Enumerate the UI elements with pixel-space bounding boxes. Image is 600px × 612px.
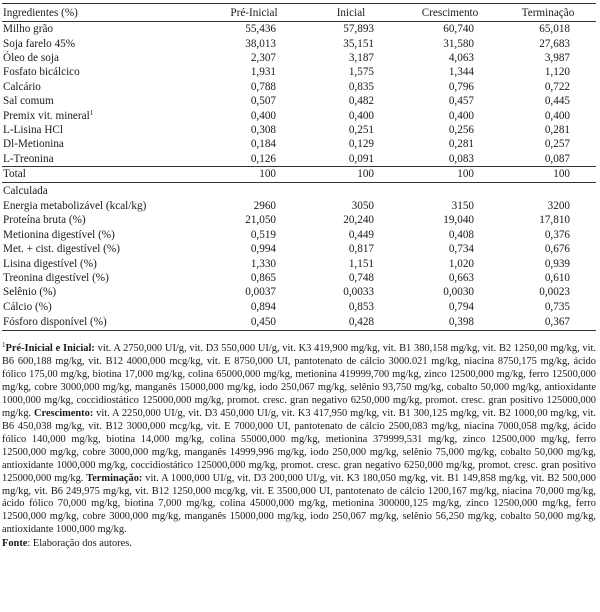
- row-label-text: Soja farelo 45%: [3, 37, 76, 50]
- row-label-text: Selênio (%): [3, 286, 57, 299]
- ingredients-body: [2, 22, 596, 167]
- cell-value: 0,376: [544, 228, 570, 241]
- cell-value: 1,330: [250, 257, 276, 270]
- cell-value: 4,063: [448, 51, 474, 64]
- cell-value: 0,129: [348, 138, 374, 151]
- total-body: [2, 166, 596, 199]
- cell-value: 0,251: [348, 123, 374, 136]
- row-label-text: Sal comum: [3, 95, 54, 108]
- row-label: [2, 65, 206, 79]
- total-row: [2, 166, 596, 182]
- cell-value: 0,256: [448, 123, 474, 136]
- row-label: [2, 108, 206, 122]
- header-ingredients: Ingredientes (%): [3, 6, 78, 19]
- footnote-marker: 1: [2, 341, 6, 350]
- cell-value: 2960: [253, 200, 276, 213]
- cell-value: 0,507: [250, 95, 276, 108]
- cell-value: 0,087: [544, 152, 570, 165]
- diet-composition-table: [2, 3, 596, 331]
- cell-value: 0,796: [448, 80, 474, 93]
- cell-value: 0,281: [448, 138, 474, 151]
- header-pre-inicial: Pré-Inicial: [230, 6, 278, 19]
- cell-value: 0,794: [448, 300, 474, 313]
- cell-value: 19,040: [443, 214, 474, 227]
- row-label: [2, 22, 206, 37]
- cell-value: 0,788: [250, 80, 276, 93]
- total-value: 100: [357, 168, 374, 181]
- table-row: [2, 271, 596, 285]
- cell-value: 0,994: [250, 243, 276, 256]
- crescimento-label: Crescimento:: [34, 407, 94, 419]
- cell-value: 0,610: [544, 272, 570, 285]
- cell-value: 0,408: [448, 228, 474, 241]
- row-label: [2, 80, 206, 94]
- table-row: [2, 152, 596, 167]
- calculated-body: [2, 199, 596, 331]
- crescimento-text: vit. A 2250,000 UI/g, vit. D3 450,000 UI/g, vit. K3 417,950 mg/kg, vit. B1 300,125 mg/kg, vit. B2 1000,00 mg/kg, vit. B6 450,038 mg/kg, vit. B12 3000,000 mcg/kg, vit. E 7000,000 UI, pantotenato de cálcio 2500,083 mg/kg, niacina 7000,058 mg/kg, ácido fólico 140,000 mg/kg, biotina 14,000 mg/kg, colina 55000,000 mg/kg, metionina 379999,531 mg/kg, zinco 12500,000 mg/kg, ferro 12500,000 mg/kg, cobre 3000,000 mg/kg, manganês 14999,996 mg/kg, iodo 250,000 mg/kg, selênio 75,000 mg/kg, cobalto 50,000 mg/kg, antioxidante 1000,000 mg/kg, coccidiostático 125000,000 mg/kg, promot. cresc. gran negativo 6250,000 mg/kg, promot. cresc. gran positivo 125000,000 mg/kg.: [2, 407, 596, 484]
- calculated-label: Calculada: [3, 184, 48, 197]
- cell-value: 0,091: [348, 152, 374, 165]
- row-label: [2, 152, 206, 167]
- cell-value: 0,457: [448, 95, 474, 108]
- row-label: [2, 314, 206, 331]
- table-row: [2, 36, 596, 50]
- row-label: [2, 256, 206, 270]
- cell-value: 3150: [451, 200, 474, 213]
- cell-value: 0,083: [448, 152, 474, 165]
- cell-value: 1,020: [448, 257, 474, 270]
- cell-value: 1,151: [348, 257, 374, 270]
- table-row: [2, 65, 596, 79]
- row-label: [2, 123, 206, 137]
- cell-value: 20,240: [343, 214, 374, 227]
- row-label: [2, 285, 206, 299]
- table-row: [2, 123, 596, 137]
- table-row: [2, 285, 596, 299]
- cell-value: 0,400: [250, 109, 276, 122]
- row-label-text: Fosfato bicálcico: [3, 66, 80, 79]
- cell-value: 0,735: [544, 300, 570, 313]
- cell-value: 0,449: [348, 228, 374, 241]
- cell-value: 0,676: [544, 243, 570, 256]
- table-row: [2, 137, 596, 151]
- row-label-text: Met. + cist. digestível (%): [3, 243, 120, 256]
- row-label: [2, 242, 206, 256]
- table-row: [2, 228, 596, 242]
- cell-value: 0,853: [348, 300, 374, 313]
- cell-value: 3200: [547, 200, 570, 213]
- cell-value: 0,835: [348, 80, 374, 93]
- row-label: [2, 51, 206, 65]
- cell-value: 0,257: [544, 138, 570, 151]
- cell-value: 1,344: [448, 66, 474, 79]
- cell-value: 3,187: [348, 51, 374, 64]
- row-label-text: Calcário: [3, 80, 41, 93]
- cell-value: 3,987: [544, 51, 570, 64]
- row-label-text: L-Treonina: [3, 152, 54, 165]
- cell-value: 31,580: [443, 37, 474, 50]
- cell-value: 0,126: [250, 152, 276, 165]
- cell-value: 65,018: [539, 23, 570, 36]
- total-value: 100: [259, 168, 276, 181]
- cell-value: 0,748: [348, 272, 374, 285]
- cell-value: 0,0037: [245, 286, 276, 299]
- row-label: [2, 36, 206, 50]
- row-label-text: Premix vit. mineral: [3, 109, 90, 122]
- premix-footnote: [2, 343, 596, 537]
- table-header: [2, 4, 596, 22]
- pre-inicial-text: vit. A 2750,000 UI/g, vit. D3 550,000 UI/g, vit. K3 419,900 mg/kg, vit. B1 380,158 mg/kg, vit. B2 1250,00 mg/kg, vit. B6 600,188 mg/kg, vit. B12 4000,000 mcg/kg, vit. E 8750,000 UI, pantotenato de cálcio 3000.021 mg/kg, niacina 8750,175 mg/kg, ácido fólico 175,00 mg/kg, biotina 17,000 mg/kg, colina 65000,000 mg/kg, metionina 419999,700 mg/kg, zinco 12500,000 mg/kg, ferro 12500,000 mg/kg, cobre 3000,000 mg/kg, manganês 15000,000 mg/kg, iodo 250,067 mg/kg, selênio 93,750 mg/kg, cobalto 50,000 mg/kg, antioxidante 1000,000 mg/kg, coccidiostático 125000,000 mg/kg, promot. cresc. gran negativo 6250,000 mg/kg, promot. cresc. gran positivo 125000,000 mg/kg.: [2, 343, 596, 419]
- row-label: [2, 271, 206, 285]
- cell-value: 21,050: [245, 214, 276, 227]
- cell-value: 0,817: [348, 243, 374, 256]
- cell-value: 0,428: [348, 316, 374, 329]
- row-label: [2, 94, 206, 108]
- source-note: [2, 537, 596, 550]
- cell-value: 0,0023: [539, 286, 570, 299]
- calculated-section-row: [2, 182, 596, 199]
- cell-value: 0,722: [544, 80, 570, 93]
- table-row: [2, 199, 596, 213]
- row-label-text: Dl-Metionina: [3, 138, 64, 151]
- row-label-text: Energia metabolizável (kcal/kg): [3, 200, 147, 213]
- source-text: : Elaboração dos autores.: [27, 538, 132, 550]
- table-row: [2, 314, 596, 331]
- table-row: [2, 300, 596, 314]
- table-row: [2, 94, 596, 108]
- table-row: [2, 22, 596, 37]
- row-label-text: Cálcio (%): [3, 300, 52, 313]
- cell-value: 3050: [351, 200, 374, 213]
- row-label-text: Treonina digestível (%): [3, 272, 109, 285]
- cell-value: 27,683: [539, 37, 570, 50]
- row-label: [2, 228, 206, 242]
- cell-value: 0,367: [544, 316, 570, 329]
- table-row: [2, 108, 596, 122]
- row-label: [2, 213, 206, 227]
- table-row: [2, 80, 596, 94]
- terminacao-label: Terminação:: [86, 472, 143, 484]
- cell-value: 55,436: [245, 23, 276, 36]
- cell-value: 0,0033: [343, 286, 374, 299]
- table-row: [2, 51, 596, 65]
- cell-value: 0,281: [544, 123, 570, 136]
- cell-value: 0,445: [544, 95, 570, 108]
- header-inicial: Inicial: [336, 6, 366, 19]
- cell-value: 0,663: [448, 272, 474, 285]
- cell-value: 0,894: [250, 300, 276, 313]
- cell-value: 0,400: [348, 109, 374, 122]
- row-label-text: Fósforo disponível (%): [3, 316, 107, 329]
- cell-value: 60,740: [443, 23, 474, 36]
- total-value: 100: [457, 168, 474, 181]
- row-label: [2, 199, 206, 213]
- table-row: [2, 242, 596, 256]
- cell-value: 0,184: [250, 138, 276, 151]
- cell-value: 1,120: [544, 66, 570, 79]
- cell-value: 1,931: [250, 66, 276, 79]
- cell-value: 0,400: [544, 109, 570, 122]
- cell-value: 0,519: [250, 228, 276, 241]
- cell-value: 0,482: [348, 95, 374, 108]
- row-label-text: Óleo de soja: [3, 51, 59, 64]
- cell-value: 0,865: [250, 272, 276, 285]
- table-row: [2, 256, 596, 270]
- cell-value: 0,308: [250, 123, 276, 136]
- total-value: 100: [553, 168, 570, 181]
- row-label-text: Metionina digestível (%): [3, 228, 115, 241]
- row-label-text: L-Lisina HCl: [3, 123, 63, 136]
- source-label: Fonte: [2, 538, 28, 550]
- footnote-ref: 1: [89, 108, 94, 117]
- cell-value: 0,400: [448, 109, 474, 122]
- row-label: [2, 300, 206, 314]
- cell-value: 57,893: [343, 23, 374, 36]
- cell-value: 0,450: [250, 316, 276, 329]
- total-label: Total: [3, 168, 26, 181]
- table-row: [2, 213, 596, 227]
- terminacao-text: vit. A 1000,000 UI/g, vit. D3 200,000 UI/g, vit. K3 180,050 mg/kg, vit. B1 149,858 mg/kg, vit. B2 500,000 mg/kg, vit. B6 249,975 mg/kg, vit. B12 1250,000 mcg/kg, vit. E 3500,000 UI, pantotenato de cálcio 1200,167 mg/kg, niacina 70,000 mg/kg, ácido fólico 70,000 mg/kg, biotina 7,000 mg/kg, colina 45000,000 mg/kg, metionina 300000,125 mg/kg, zinco 12500,000 mg/kg, ferro 12500,000 mg/kg, cobre 3000,000 mg/kg, manganês 15000,000 mg/kg, iodo 250,067 mg/kg, selênio 56,250 mg/kg, cobalto 50,000 mg/kg, antioxidante 1000,000 mg/kg.: [2, 472, 596, 536]
- row-label: [2, 137, 206, 151]
- cell-value: 0,0030: [443, 286, 474, 299]
- cell-value: 17,810: [539, 214, 570, 227]
- header-terminacao: Terminação: [521, 6, 575, 19]
- cell-value: 0,939: [544, 257, 570, 270]
- cell-value: 35,151: [343, 37, 374, 50]
- header-crescimento: Crescimento: [421, 6, 479, 19]
- pre-inicial-label: Pré-Inicial e Inicial:: [5, 343, 95, 355]
- cell-value: 38,013: [245, 37, 276, 50]
- cell-value: 0,734: [448, 243, 474, 256]
- document: [2, 3, 596, 550]
- row-label-text: Proteína bruta (%): [3, 214, 86, 227]
- cell-value: 2,307: [250, 51, 276, 64]
- cell-value: 1,575: [348, 66, 374, 79]
- cell-value: 0,398: [448, 316, 474, 329]
- row-label-text: Milho grão: [3, 23, 54, 36]
- footnotes: [2, 343, 596, 550]
- row-label-text: Lisina digestível (%): [3, 257, 97, 270]
